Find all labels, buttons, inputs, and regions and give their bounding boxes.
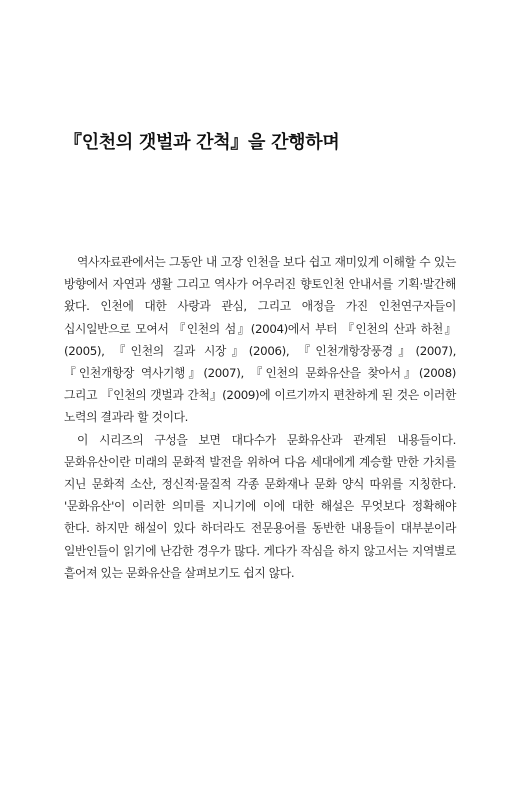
paragraph-2: 이 시리즈의 구성을 보면 대다수가 문화유산과 관계된 내용들이다. 문화유산이란 미래의 문화적 발전을 위하여 다음 세대에게 계승할 만한 가치를 지닌 문화적 소산, 정신적·물질적 각종 문화재나 문화 양식 따위를 지칭한다. '문화유산'이 이러한 의미를 지니기에 이에 대한 해설은 무엇보다 정확해야 한다. 하지만 해설이 있다 하더라도 전문용어를 동반한 내용들이 대부분이라 일반인들이 읽기에 난감한 경우가 많다. 게다가 작심을 하지 않고서는 지역별로 흩어져 있는 문화유산을 살펴보기도 쉽지 않다.	[64, 432, 456, 580]
paragraph-1: 역사자료관에서는 그동안 내 고장 인천을 보다 쉽고 재미있게 이해할 수 있는 방향에서 자연과 생활 그리고 역사가 어우러진 향토인천 안내서를 기획·발간해 왔다. 인천에 대한 사랑과 관심, 그리고 애정을 가진 인천연구자들이 십시일반으로 모여서 『인천의 섬』(2004)에서 부터 『인천의 산과 하천』(2005), 『인천의 길과 시장』(2006), 『인천개항장풍경』(2007), 『인천개항장 역사기행』(2007), 『인천의 문화유산을 찾아서』(2008) 그리고 『인천의 갯벌과 간척』(2009)에 이르기까지 편찬하게 된 것은 이러한 노력의 결과라 할 것이다.	[64, 255, 456, 425]
page-title: 『인천의 갯벌과 간척』을 간행하며	[64, 132, 340, 153]
preface-body	[64, 251, 456, 584]
